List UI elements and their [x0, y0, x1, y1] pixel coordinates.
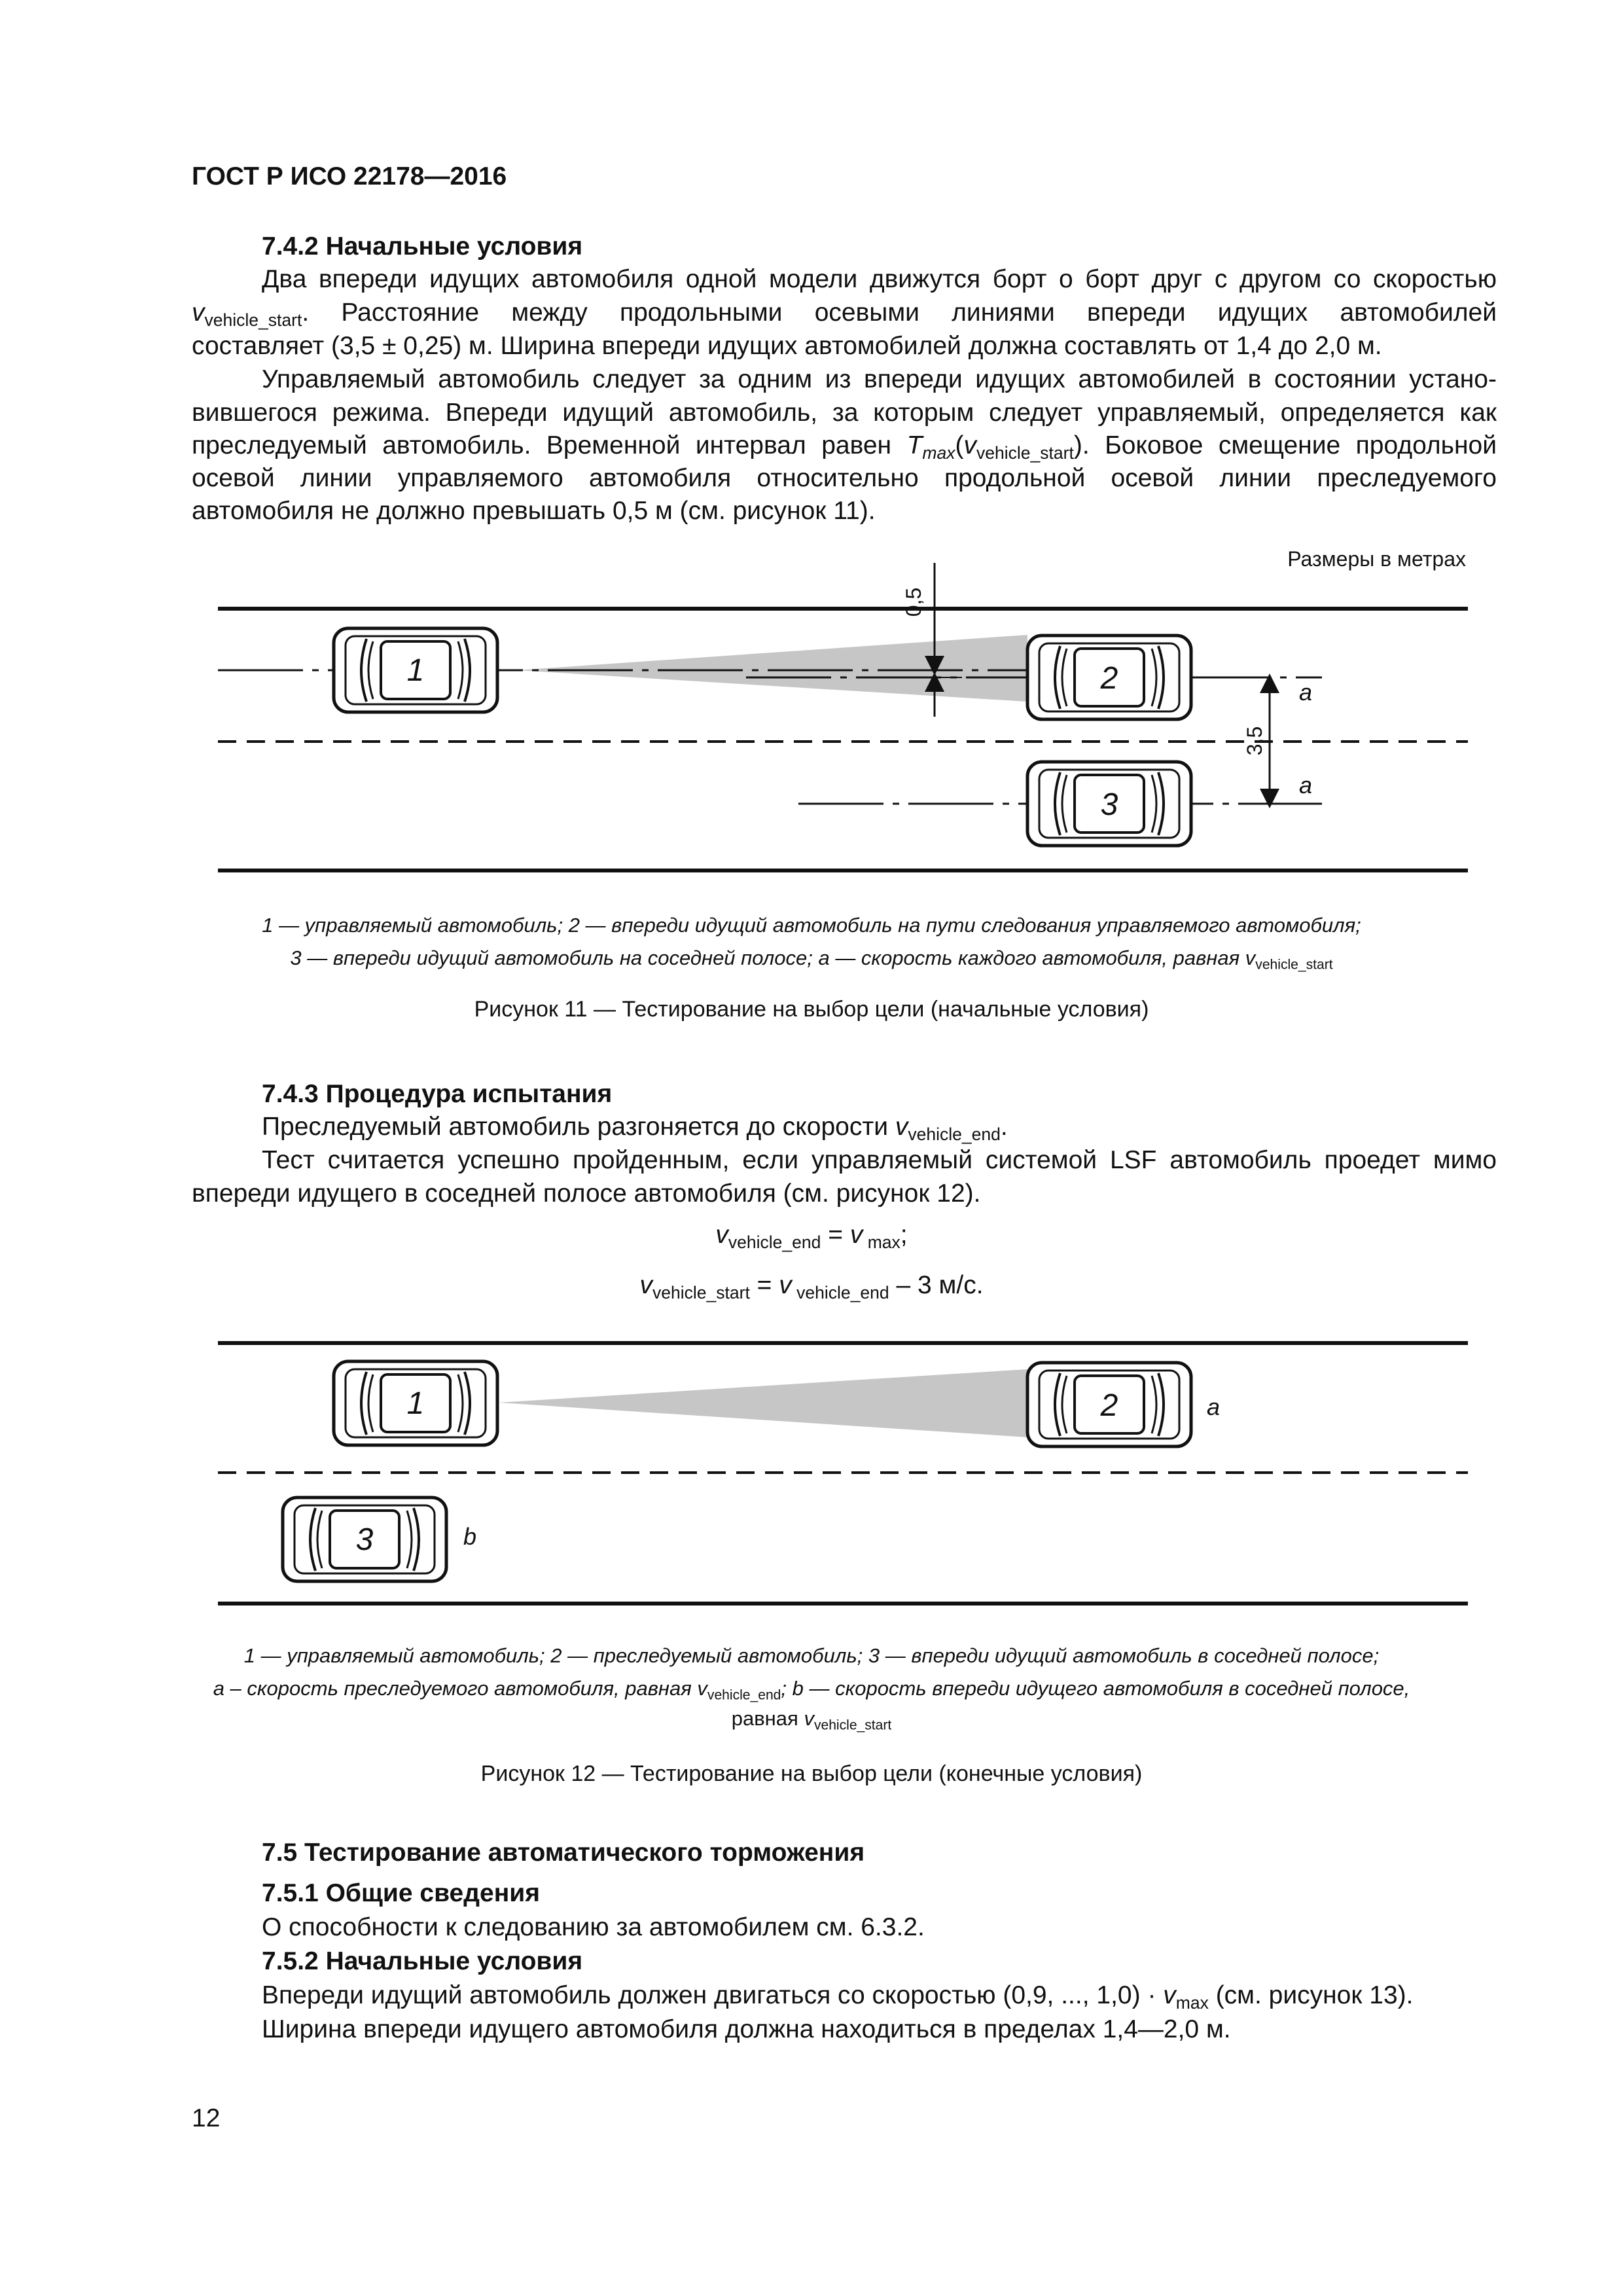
paragraph-line: Тест считается успешно пройденным, если управляемый системой LSF автомобиль проедет мимо	[262, 1146, 1497, 1174]
paragraph-line: $v_{vehicle\_start}$. Расстояние между продольными осевыми линиями впереди идущих автомобилей	[192, 298, 1497, 330]
paragraph-line: Ширина впереди идущего автомобиля должна находиться в пределах 1,4—2,0 м.	[262, 2015, 1231, 2043]
paragraph-line: автомобиля не должно превышать 0,5 м (см. рисунок 11).	[192, 497, 876, 525]
paragraph-line: Два впереди идущих автомобиля одной модели движутся борт о борт друг с другом со скоростью	[262, 265, 1497, 293]
car-label-1: 1	[406, 653, 425, 688]
section-heading-7-5-2: 7.5.2 Начальные условия	[262, 1947, 583, 1975]
dim-offset-label: 0,5	[902, 587, 925, 617]
paragraph-line: вившегося режима. Впереди идущий автомобиль, за которым следует управляемый, определяется как	[192, 399, 1497, 427]
paragraph-line: Управляемый автомобиль следует за одним из впереди идущих автомобилей в состоянии устано-	[262, 365, 1497, 393]
figure-12	[0, 1329, 1623, 1623]
paragraph-line: Преследуемый автомобиль разгоняется до скорости $v_{vehicle\_end}$.	[262, 1113, 1008, 1144]
paragraph-line: составляет (3,5 ± 0,25) м. Ширина впереди идущих автомобилей должна составлять от 1,4 до 2,0 м.	[192, 332, 1382, 360]
car-label-2: 2	[1100, 1388, 1118, 1423]
speed-label-car2: a	[1207, 1393, 1221, 1420]
figure-11	[0, 537, 1623, 903]
speed-label-car3: a	[1299, 772, 1313, 798]
figure-12-legend-line-1: 1 — управляемый автомобиль; 2 — преследуемый автомобиль; 3 — впереди идущий автомобиль в соседней полосе;	[243, 1644, 1380, 1667]
section-heading-7-5: 7.5 Тестирование автоматического торможения	[262, 1839, 865, 1867]
car-label-1: 1	[406, 1386, 425, 1421]
page-number: 12	[192, 2104, 221, 2132]
paragraph-line: преследуемый автомобиль. Временной интервал равен $T_{max}(v_{vehicle\_start})$. Боковое смещение продольной	[192, 431, 1497, 463]
figure-12-legend-line-3: равная $v_{vehicle\_start}$	[731, 1707, 892, 1733]
section-heading-7-4-3: 7.4.3 Процедура испытания	[262, 1080, 613, 1108]
document-header: ГОСТ Р ИСО 22178—2016	[192, 162, 507, 190]
figure-11-caption: Рисунок 11 — Тестирование на выбор цели (начальные условия)	[474, 997, 1149, 1022]
figure-11-legend-line-2: 3 — впереди идущий автомобиль на соседней полосе; a — скорость каждого автомобиля, равная $v_{vehicle\_start}$	[290, 946, 1333, 973]
car-label-2: 2	[1100, 661, 1118, 696]
units-note: Размеры в метрах	[1287, 547, 1466, 571]
paragraph-line: Впереди идущий автомобиль должен двигаться со скоростью (0,9, ..., $1,0) \cdot v_{max}$ (см. рисунок 13).	[262, 1981, 1414, 2013]
figure-12-caption: Рисунок 12 — Тестирование на выбор цели (конечные условия)	[480, 1761, 1143, 1786]
paragraph-line: впереди идущего в соседней полосе автомобиля (см. рисунок 12).	[192, 1179, 981, 1208]
figure-12-legend-line-2: a – скорость преследуемого автомобиля, равная $v_{vehicle\_end}$; b — скорость впереди идущего автомобиля в соседней полосе,	[213, 1677, 1410, 1703]
equation-2: $v_{vehicle\_start} = v$ $_{vehicle\_end}$ – 3 м/с.	[639, 1271, 984, 1302]
equation-1: $v_{vehicle\_end} = v$ $_{max}$;	[715, 1221, 908, 1252]
figure-11-legend-line-1: 1 — управляемый автомобиль; 2 — впереди идущий автомобиль на пути следования управляемого автомобиля;	[262, 914, 1361, 937]
dim-lane-label: 3,5	[1243, 726, 1266, 756]
section-heading-7-5-1: 7.5.1 Общие сведения	[262, 1879, 540, 1907]
sensor-cone	[517, 635, 1027, 702]
section-heading-7-4-2: 7.4.2 Начальные условия	[262, 232, 583, 260]
paragraph-line: О способности к следованию за автомобилем см. 6.3.2.	[262, 1913, 925, 1941]
sensor-cone	[499, 1369, 1027, 1437]
paragraph-line: осевой линии управляемого автомобиля относительно продольной осевой линии преследуемого	[192, 464, 1497, 492]
speed-label-car3: b	[463, 1523, 477, 1550]
car-label-3: 3	[1100, 787, 1118, 822]
car-label-3: 3	[355, 1522, 374, 1557]
speed-label-car2: a	[1299, 679, 1313, 706]
